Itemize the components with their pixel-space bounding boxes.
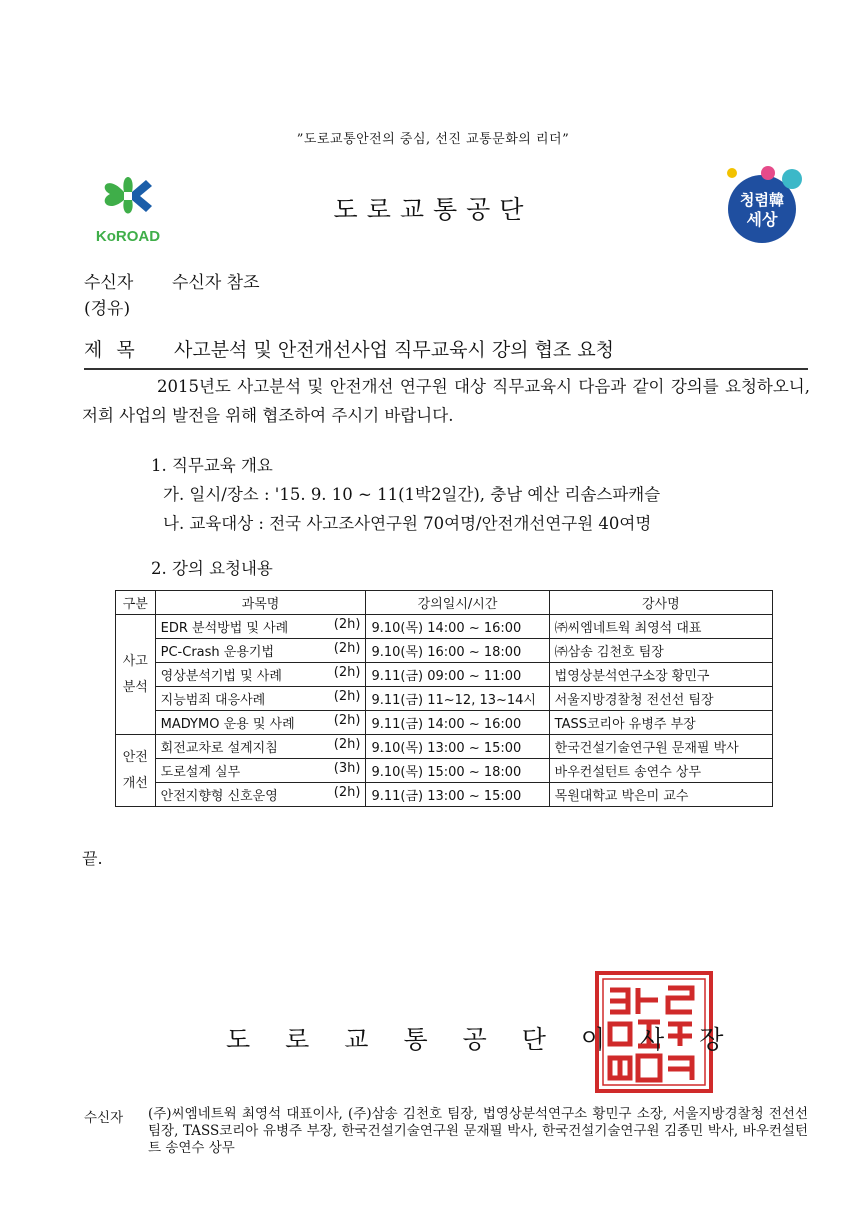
header-time: 강의일시/시간 [366, 591, 549, 615]
subject-cell [155, 615, 366, 639]
subject-name: EDR 분석방법 및 사례 [160, 621, 289, 636]
lecturer-cell: 법영상분석연구소장 황민구 [549, 663, 772, 687]
subject-cell [155, 783, 366, 807]
header-lecturer: 강사명 [549, 591, 772, 615]
subject-hours: (2h) [333, 689, 361, 704]
lecturer-cell: 서울지방경찰청 전선선 팀장 [549, 687, 772, 711]
subject-hours: (2h) [333, 641, 361, 656]
section-1-title: 1. 직무교육 개요 [151, 456, 273, 475]
lecturer-cell: 한국건설기술연구원 문재필 박사 [549, 735, 772, 759]
lecture-table [115, 590, 773, 807]
lecturer-cell: 목원대학교 박은미 교수 [549, 783, 772, 807]
subject-name: 지능범죄 대응사례 [160, 693, 266, 708]
subject-hours: (2h) [333, 785, 361, 800]
group-cell: 안전 개선 [116, 735, 156, 807]
recipient-label: 수신자 [84, 273, 134, 293]
subject-cell [155, 759, 366, 783]
table-row [116, 663, 773, 687]
recipient-value: 수신자 참조 [172, 273, 260, 293]
table-row [116, 639, 773, 663]
subject-name: MADYMO 운용 및 사례 [160, 717, 295, 732]
time-cell: 9.11(금) 14:00 ~ 16:00 [366, 711, 549, 735]
body-paragraph: 2015년도 사고분석 및 안전개선 연구원 대상 직무교육시 다음과 같이 강의를 요청하오니, 저희 사업의 발전을 위해 협조하여 주시기 바랍니다. [82, 377, 810, 425]
subject-name: PC-Crash 운용기법 [160, 645, 275, 660]
header-subject: 과목명 [155, 591, 366, 615]
subject-name: 도로설계 실무 [160, 765, 241, 780]
time-cell: 9.11(금) 13:00 ~ 15:00 [366, 783, 549, 807]
time-cell: 9.10(목) 15:00 ~ 18:00 [366, 759, 549, 783]
svg-text:청렴韓: 청렴韓 [740, 191, 784, 209]
table-row [116, 759, 773, 783]
subject-hours: (2h) [333, 737, 361, 752]
group-cell: 사고 분석 [116, 615, 156, 735]
svg-text:KoROAD: KoROAD [95, 228, 161, 245]
time-cell: 9.10(목) 14:00 ~ 16:00 [366, 615, 549, 639]
lecturer-cell: ㈜씨엠네트웍 최영석 대표 [549, 615, 772, 639]
table-row [116, 783, 773, 807]
subject-label: 제목 [84, 339, 149, 361]
subject-hours: (2h) [333, 713, 361, 728]
time-cell: 9.10(목) 13:00 ~ 15:00 [366, 735, 549, 759]
time-cell: 9.11(금) 09:00 ~ 11:00 [366, 663, 549, 687]
subject-name: 안전지향형 신호운영 [160, 789, 278, 804]
subject-cell [155, 687, 366, 711]
recipients-footer-label: 수신자 [84, 1110, 124, 1126]
table-row [116, 615, 773, 639]
subject-cell [155, 711, 366, 735]
subject-text: 사고분석 및 안전개선사업 직무교육시 강의 협조 요청 [174, 339, 615, 361]
closing-mark: 끝. [82, 849, 103, 868]
section-2-title: 2. 강의 요청내용 [151, 559, 273, 578]
integrity-logo [718, 163, 806, 249]
lecturer-cell: TASS코리아 유병주 부장 [549, 711, 772, 735]
lecturer-cell: ㈜삼송 김천호 팀장 [549, 639, 772, 663]
table-row [116, 735, 773, 759]
header-category: 구분 [116, 591, 156, 615]
subject-row [84, 335, 808, 370]
item-target: 나. 교육대상 : 전국 사고조사연구원 70여명/안전개선연구원 40여명 [163, 514, 652, 533]
svg-text:세상: 세상 [746, 210, 778, 229]
time-cell: 9.10(목) 16:00 ~ 18:00 [366, 639, 549, 663]
president-signature: 도로교통공단이사장 [226, 1025, 759, 1054]
subject-cell [155, 639, 366, 663]
table-row [116, 687, 773, 711]
via-label: (경유) [84, 299, 131, 319]
motto: ”도로교통안전의 중심, 선진 교통문화의 리더” [296, 132, 570, 147]
subject-name: 회전교차로 설계지침 [160, 741, 278, 756]
subject-name: 영상분석기법 및 사례 [160, 669, 282, 684]
subject-cell [155, 735, 366, 759]
subject-hours: (3h) [333, 761, 361, 776]
table-header-row [116, 591, 773, 615]
org-title: 도로교통공단 [333, 195, 533, 224]
time-cell: 9.11(금) 11~12, 13~14시 [366, 687, 549, 711]
table-row [116, 711, 773, 735]
recipient-row [84, 268, 260, 293]
subject-cell [155, 663, 366, 687]
subject-hours: (2h) [333, 617, 361, 632]
recipients-footer-text: (주)씨엠네트웍 최영석 대표이사, (주)삼송 김천호 팀장, 법영상분석연구소 황민구 소장, 서울지방경찰청 전선선 팀장, TASS코리아 유병주 부장, 한국건설기술연구원 문재필 박사, 한국건설기술연구원 김종민 박사, 바우컨설턴트 송연수 상무 [148, 1106, 808, 1156]
subject-hours: (2h) [333, 665, 361, 680]
item-schedule-place: 가. 일시/장소 : '15. 9. 10 ~ 11(1박2일간), 충남 예산 리솜스파캐슬 [163, 485, 661, 504]
lecturer-cell: 바우컨설턴트 송연수 상무 [549, 759, 772, 783]
